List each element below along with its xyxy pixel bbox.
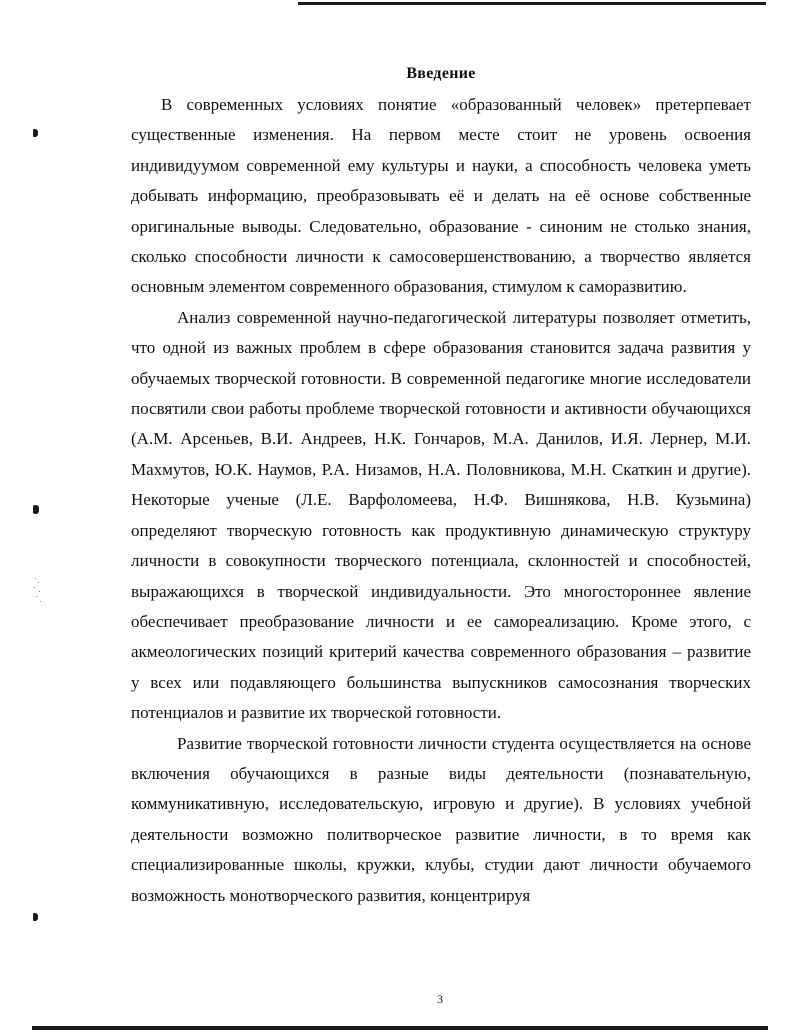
paragraph-1: В современных условиях понятие «образованный человек» претерпевает существенные изменения. На первом месте стоит не уровень освоения индивидуумом современной ему культуры и науки, а способность человека уметь добывать информацию, преобразовывать её и делать на её основе собственные оригинальные выводы. Следовательно, образование - синоним не столько знания, сколько способности личности к самосовершенствованию, а творчество является основным элементом современного образования, стимулом к саморазвитию. bbox=[131, 95, 751, 297]
margin-mark-2 bbox=[33, 505, 39, 514]
paragraph-2: Анализ современной научно-педагогической литературы позволяет отметить, что одной из важных проблем в сфере образования становится задача развития у обучаемых творческой готовности. В современной педагогике многие исследователи посвятили свои работы проблеме творческой готовности и активности обучающихся (А.М. Арсеньев, В.И. Андреев, Н.К. Гончаров, М.А. Данилов, И.Я. Лернер, М.И. Махмутов, Ю.К. Наумов, Р.А. Низамов, Н.А. Половникова, М.Н. Скаткин и другие). Некоторые ученые (Л.Е. Варфоломеева, Н.Ф. Вишнякова, Н.В. Кузьмина) определяют творческую готовность как продуктивную динамическую структуру личности в совокупности творческого потенциала, склонностей и способностей, выражающихся в творческой индивидуальности. Это многостороннее явление обеспечивает преобразование личности и ее самореализацию. Кроме этого, с акмеологических позиций критерий качества современного образования – развитие у всех или подавляющего большинства выпускников самосознания творческих потенциалов и развитие их творческой готовности. bbox=[131, 307, 751, 723]
margin-mark-3 bbox=[33, 913, 38, 921]
bottom-scan-border bbox=[32, 1026, 768, 1030]
scan-specks bbox=[33, 578, 43, 604]
paragraph-3: Развитие творческой готовности личности студента осуществляется на основе включения обучающихся в разные виды деятельности (познавательную, коммуникативную, исследовательскую, игровую и другие). В условиях учебной деятельности возможно политворческое развитие личности, в то время как специализированные школы, кружки, клубы, студии дают личности обучаемого возможность монотворческого развития, концентрируя bbox=[131, 733, 751, 905]
page-title: Введение bbox=[406, 65, 476, 82]
top-scan-border bbox=[298, 2, 766, 5]
margin-mark-1 bbox=[33, 129, 38, 137]
page-number: 3 bbox=[437, 992, 443, 1006]
document-body bbox=[131, 90, 751, 911]
